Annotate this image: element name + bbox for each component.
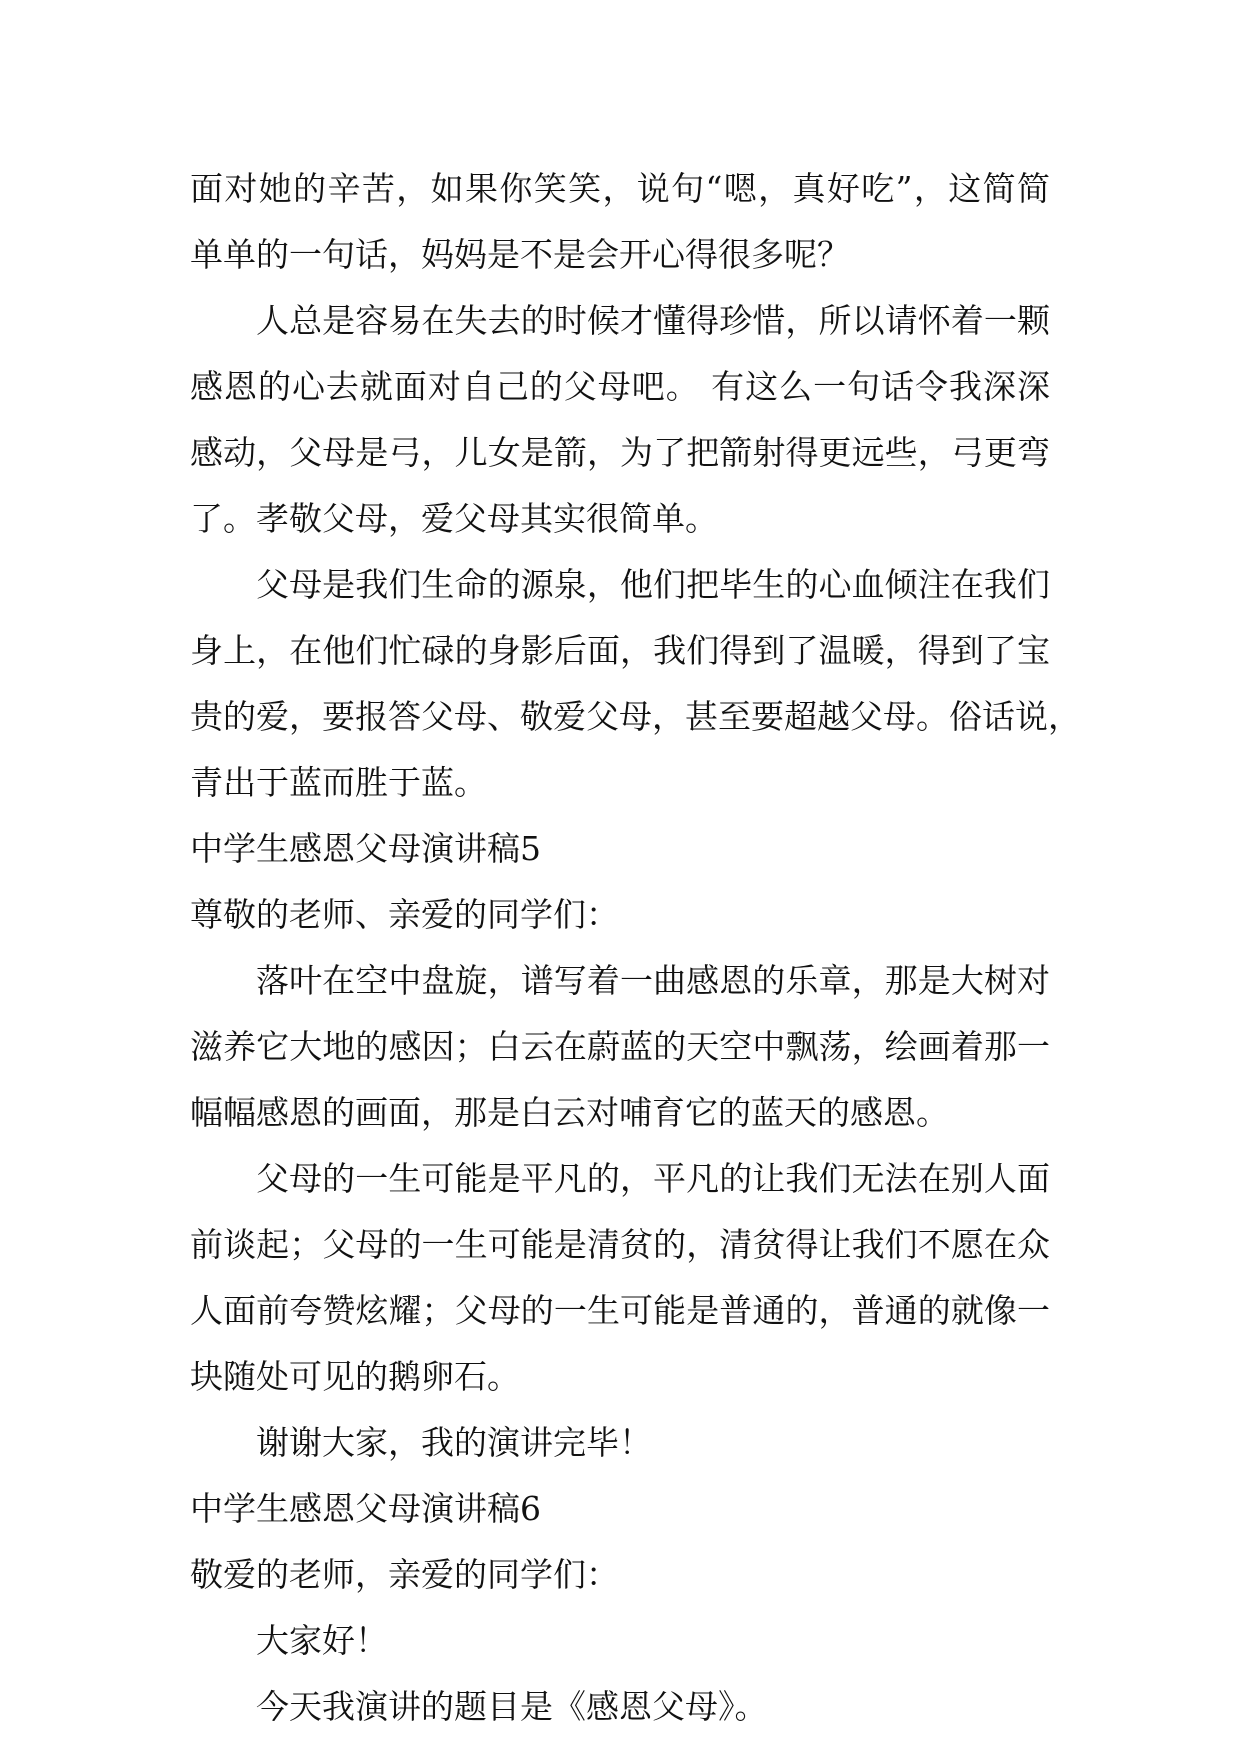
salutation: 尊敬的老师、亲爱的同学们： [190,895,619,934]
paragraph-line: 身上，在他们忙碌的身影后面，我们得到了温暖，得到了宝 [190,631,1050,670]
closing-line: 谢谢大家，我的演讲完毕！ [256,1423,652,1462]
paragraph-line: 人面前夸赞炫耀；父母的一生可能是普通的，普通的就像一 [190,1291,1050,1330]
greeting-line: 大家好！ [256,1621,388,1660]
paragraph-line: 父母是我们生命的源泉，他们把毕生的心血倾注在我们 [256,565,1050,604]
paragraph-line: 了。孝敬父母，爱父母其实很简单。 [190,499,718,538]
paragraph-line: 幅幅感恩的画面，那是白云对哺育它的蓝天的感恩。 [190,1093,949,1132]
paragraph-line: 滋养它大地的感因；白云在蔚蓝的天空中飘荡，绘画着那一 [190,1027,1050,1066]
section-heading: 中学生感恩父母演讲稿5 [190,829,541,868]
paragraph-line: 贵的爱，要报答父母、敬爱父母，甚至要超越父母。俗话说， [190,697,1081,736]
paragraph-line: 感恩的心去就面对自己的父母吧。 有这么一句话令我深深 [190,367,1050,406]
paragraph-line: 感动，父母是弓，儿女是箭，为了把箭射得更远些，弓更弯 [190,433,1050,472]
section-heading: 中学生感恩父母演讲稿6 [190,1489,541,1528]
paragraph-line: 面对她的辛苦，如果你笑笑，说句“嗯，真好吃”，这简简 [190,169,1050,208]
salutation: 敬爱的老师，亲爱的同学们： [190,1555,619,1594]
paragraph-line: 父母的一生可能是平凡的，平凡的让我们无法在别人面 [256,1159,1050,1198]
document-page [190,156,1081,1740]
paragraph-line: 块随处可见的鹅卵石。 [190,1357,520,1396]
paragraph-line: 落叶在空中盘旋，谱写着一曲感恩的乐章，那是大树对 [256,961,1050,1000]
paragraph-line: 前谈起；父母的一生可能是清贫的，清贫得让我们不愿在众 [190,1225,1050,1264]
paragraph-line: 单单的一句话，妈妈是不是会开心得很多呢？ [190,235,850,274]
paragraph-line: 今天我演讲的题目是《感恩父母》。 [256,1687,768,1726]
paragraph-line: 青出于蓝而胜于蓝。 [190,763,487,802]
paragraph-line: 人总是容易在失去的时候才懂得珍惜，所以请怀着一颗 [256,301,1050,340]
